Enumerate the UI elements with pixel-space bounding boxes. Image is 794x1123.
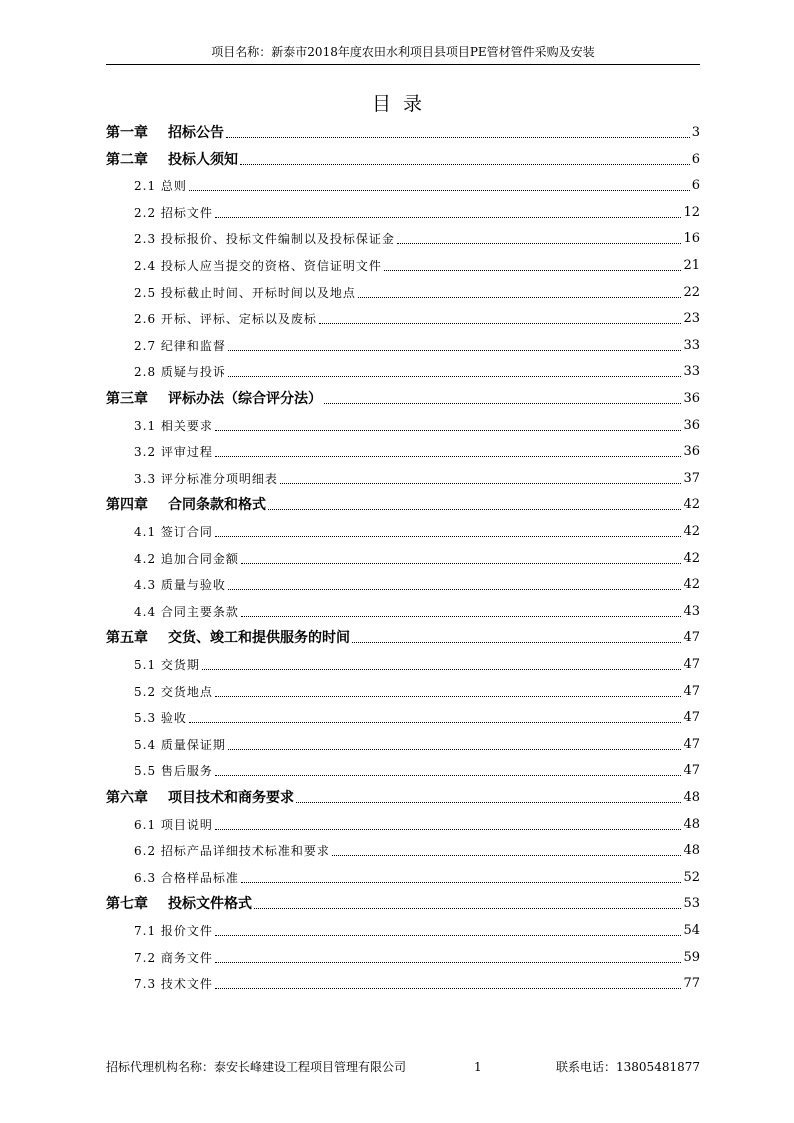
toc-page-number: 42 xyxy=(683,550,700,566)
dot-leader xyxy=(215,217,682,218)
toc-section-entry[interactable] xyxy=(106,361,700,381)
toc-chapter-label xyxy=(106,496,266,514)
toc-page-number: 48 xyxy=(683,816,700,832)
dot-leader xyxy=(215,696,682,697)
toc-section-title: 4.1 签订合同 xyxy=(134,525,213,539)
dot-leader xyxy=(215,935,682,936)
toc-section-title: 4.4 合同主要条款 xyxy=(134,604,239,619)
dot-leader xyxy=(228,350,682,351)
toc-section-entry[interactable] xyxy=(106,681,700,701)
toc-section-entry[interactable] xyxy=(106,840,700,860)
toc-section-title: 7.1 报价文件 xyxy=(134,924,213,938)
dot-leader xyxy=(240,164,690,165)
toc-chapter-title: 评标办法（综合评分法） xyxy=(168,391,322,407)
dot-leader xyxy=(254,908,681,909)
dot-leader xyxy=(319,323,682,324)
toc-page-number: 47 xyxy=(683,736,700,752)
dot-leader xyxy=(215,456,682,457)
toc-section-title: 5.2 交货地点 xyxy=(134,684,213,699)
toc-chapter-number: 第二章 xyxy=(106,151,148,168)
toc-page-number: 6 xyxy=(691,151,700,167)
dot-leader xyxy=(226,137,690,138)
dot-leader xyxy=(397,243,682,244)
toc-chapter-entry[interactable] xyxy=(106,627,700,647)
dot-leader xyxy=(215,829,682,830)
toc-section-entry[interactable] xyxy=(106,654,700,674)
toc-section-entry[interactable] xyxy=(106,814,700,834)
toc-chapter-entry[interactable] xyxy=(106,149,700,169)
toc-section-title: 5.1 交货期 xyxy=(134,658,200,672)
toc-page-number: 48 xyxy=(683,843,700,859)
dot-leader xyxy=(358,297,682,298)
toc-section-title: 2.8 质疑与投诉 xyxy=(134,365,226,380)
toc-section-title: 5.3 验收 xyxy=(134,711,187,726)
toc-page-number: 36 xyxy=(683,417,700,433)
toc-page-number: 6 xyxy=(691,178,700,194)
toc-chapter-label xyxy=(106,151,238,169)
toc-section-title: 2.5 投标截止时间、开标时间以及地点 xyxy=(134,285,356,300)
toc-chapter-entry[interactable] xyxy=(106,893,700,913)
toc-section-title: 3.2 评审过程 xyxy=(134,445,213,460)
toc-section-entry[interactable] xyxy=(106,548,700,568)
toc-page-number: 37 xyxy=(683,470,700,486)
dot-leader xyxy=(241,616,682,617)
toc-section-entry[interactable] xyxy=(106,175,700,195)
toc-chapter-number: 第五章 xyxy=(106,630,148,647)
toc-section-entry[interactable] xyxy=(106,415,700,435)
toc-section-title: 2.6 开标、评标、定标以及废标 xyxy=(134,312,317,327)
toc-section-entry[interactable] xyxy=(106,335,700,355)
toc-page-number: 47 xyxy=(683,630,700,646)
dot-leader xyxy=(332,855,682,856)
toc-page-number: 16 xyxy=(683,231,700,247)
dot-leader xyxy=(215,430,682,431)
toc-page-number: 43 xyxy=(683,603,700,619)
dot-leader xyxy=(215,536,682,537)
toc-section-title: 4.2 追加合同金额 xyxy=(134,551,239,566)
toc-chapter-title: 交货、竣工和提供服务的时间 xyxy=(168,630,350,647)
toc-section-entry[interactable] xyxy=(106,521,700,541)
toc-chapter-title: 投标人须知 xyxy=(168,151,238,168)
toc-section-entry[interactable] xyxy=(106,707,700,727)
toc-section-entry[interactable] xyxy=(106,601,700,621)
contact-phone: 联系电话：13805481877 xyxy=(556,1060,700,1074)
dot-leader xyxy=(189,190,690,191)
toc-chapter-entry[interactable] xyxy=(106,388,700,408)
toc-section-entry[interactable] xyxy=(106,202,700,222)
toc-section-title: 2.1 总则 xyxy=(134,179,187,194)
toc-section-title: 6.2 招标产品详细技术标准和要求 xyxy=(134,844,330,859)
toc-section-title: 2.4 投标人应当提交的资格、资信证明文件 xyxy=(134,259,382,273)
toc-section-entry[interactable] xyxy=(106,734,700,754)
toc-section-title: 7.3 技术文件 xyxy=(134,977,213,992)
dot-leader xyxy=(202,669,682,670)
toc-page-number: 47 xyxy=(683,710,700,726)
page-number: 1 xyxy=(474,1060,482,1074)
toc-section-title: 3.3 评分标准分项明细表 xyxy=(134,471,278,486)
agency-name: 招标代理机构名称：泰安长峰建设工程项目管理有限公司 xyxy=(106,1060,407,1074)
toc-section-entry[interactable] xyxy=(106,255,700,275)
toc-chapter-label xyxy=(106,895,252,913)
dot-leader xyxy=(215,962,682,963)
dot-leader xyxy=(296,802,681,803)
dot-leader xyxy=(215,988,682,989)
header-divider xyxy=(106,64,700,65)
toc-section-title: 7.2 商务文件 xyxy=(134,950,213,965)
dot-leader xyxy=(352,642,681,643)
toc-section-entry[interactable] xyxy=(106,308,700,328)
toc-chapter-number: 第七章 xyxy=(106,896,148,913)
toc-title: 目录 xyxy=(371,93,434,115)
toc-chapter-entry[interactable] xyxy=(106,787,700,807)
dot-leader xyxy=(215,775,682,776)
toc-section-entry[interactable] xyxy=(106,574,700,594)
toc-section-title: 5.5 售后服务 xyxy=(134,764,213,779)
toc-page-number: 47 xyxy=(683,683,700,699)
toc-section-entry[interactable] xyxy=(106,282,700,302)
toc-chapter-title: 项目技术和商务要求 xyxy=(168,790,294,806)
dot-leader xyxy=(384,270,682,271)
page-footer xyxy=(106,1058,700,1076)
dot-leader xyxy=(324,403,681,404)
toc-section-title: 5.4 质量保证期 xyxy=(134,737,226,752)
dot-leader xyxy=(189,722,682,723)
toc-page-number: 77 xyxy=(683,976,700,992)
toc-section-title: 3.1 相关要求 xyxy=(134,418,213,433)
toc-section-entry[interactable] xyxy=(106,441,700,461)
dot-leader xyxy=(268,509,681,510)
toc-page-number: 52 xyxy=(683,869,700,885)
toc-chapter-label xyxy=(106,124,224,142)
toc-page-number: 59 xyxy=(683,949,700,965)
dot-leader xyxy=(228,749,682,750)
toc-chapter-title: 合同条款和格式 xyxy=(168,497,266,514)
toc-page-number: 33 xyxy=(683,337,700,353)
toc-section-entry[interactable] xyxy=(106,867,700,887)
toc-section-entry[interactable] xyxy=(106,760,700,780)
dot-leader xyxy=(228,376,682,377)
toc-chapter-label xyxy=(106,390,322,408)
toc-page-number: 42 xyxy=(683,577,700,593)
toc-chapter-entry[interactable] xyxy=(106,494,700,514)
toc-page-number: 36 xyxy=(683,391,700,406)
toc-section-entry[interactable] xyxy=(106,920,700,940)
dot-leader xyxy=(241,563,682,564)
toc-page-number: 53 xyxy=(683,896,700,912)
toc-section-title: 6.1 项目说明 xyxy=(134,817,213,832)
toc-chapter-label xyxy=(106,789,294,807)
toc-page-number: 42 xyxy=(683,497,700,513)
toc-chapter-number: 第四章 xyxy=(106,497,148,514)
toc-page-number: 12 xyxy=(683,204,700,220)
toc-chapter-title: 投标文件格式 xyxy=(168,896,252,913)
toc-page-number: 33 xyxy=(683,364,700,380)
toc-page-number: 23 xyxy=(683,311,700,327)
toc-page-number: 36 xyxy=(683,444,700,460)
dot-leader xyxy=(241,882,682,883)
toc-page-number: 42 xyxy=(683,524,700,539)
toc-section-title: 4.3 质量与验收 xyxy=(134,578,226,593)
toc-page-number: 48 xyxy=(683,790,700,805)
toc-section-entry[interactable] xyxy=(106,468,700,488)
toc-page-number: 47 xyxy=(683,763,700,779)
dot-leader xyxy=(280,483,682,484)
toc-section-title: 2.7 纪律和监督 xyxy=(134,338,226,353)
toc-chapter-number: 第三章 xyxy=(106,391,148,407)
toc-section-title: 2.2 招标文件 xyxy=(134,205,213,220)
toc-page-number: 47 xyxy=(683,657,700,672)
dot-leader xyxy=(228,589,682,590)
toc-section-entry[interactable] xyxy=(106,947,700,967)
toc-section-title: 6.3 合格样品标准 xyxy=(134,870,239,885)
toc-page-number: 22 xyxy=(683,284,700,300)
toc-page-number: 54 xyxy=(683,923,700,938)
toc-section-entry[interactable] xyxy=(106,973,700,993)
toc-chapter-label xyxy=(106,629,350,647)
toc-chapter-title: 招标公告 xyxy=(168,125,224,141)
page-header: 项目名称：新泰市2018年度农田水利项目县项目PE管材管件采购及安装 xyxy=(211,45,595,59)
toc-page-number: 21 xyxy=(683,258,700,273)
toc-chapter-number: 第一章 xyxy=(106,125,148,141)
toc-chapter-entry[interactable] xyxy=(106,122,700,142)
toc-chapter-number: 第六章 xyxy=(106,790,148,806)
toc-section-title: 2.3 投标报价、投标文件编制以及投标保证金 xyxy=(134,232,395,247)
toc-section-entry[interactable] xyxy=(106,228,700,248)
toc-page-number: 3 xyxy=(691,125,700,140)
